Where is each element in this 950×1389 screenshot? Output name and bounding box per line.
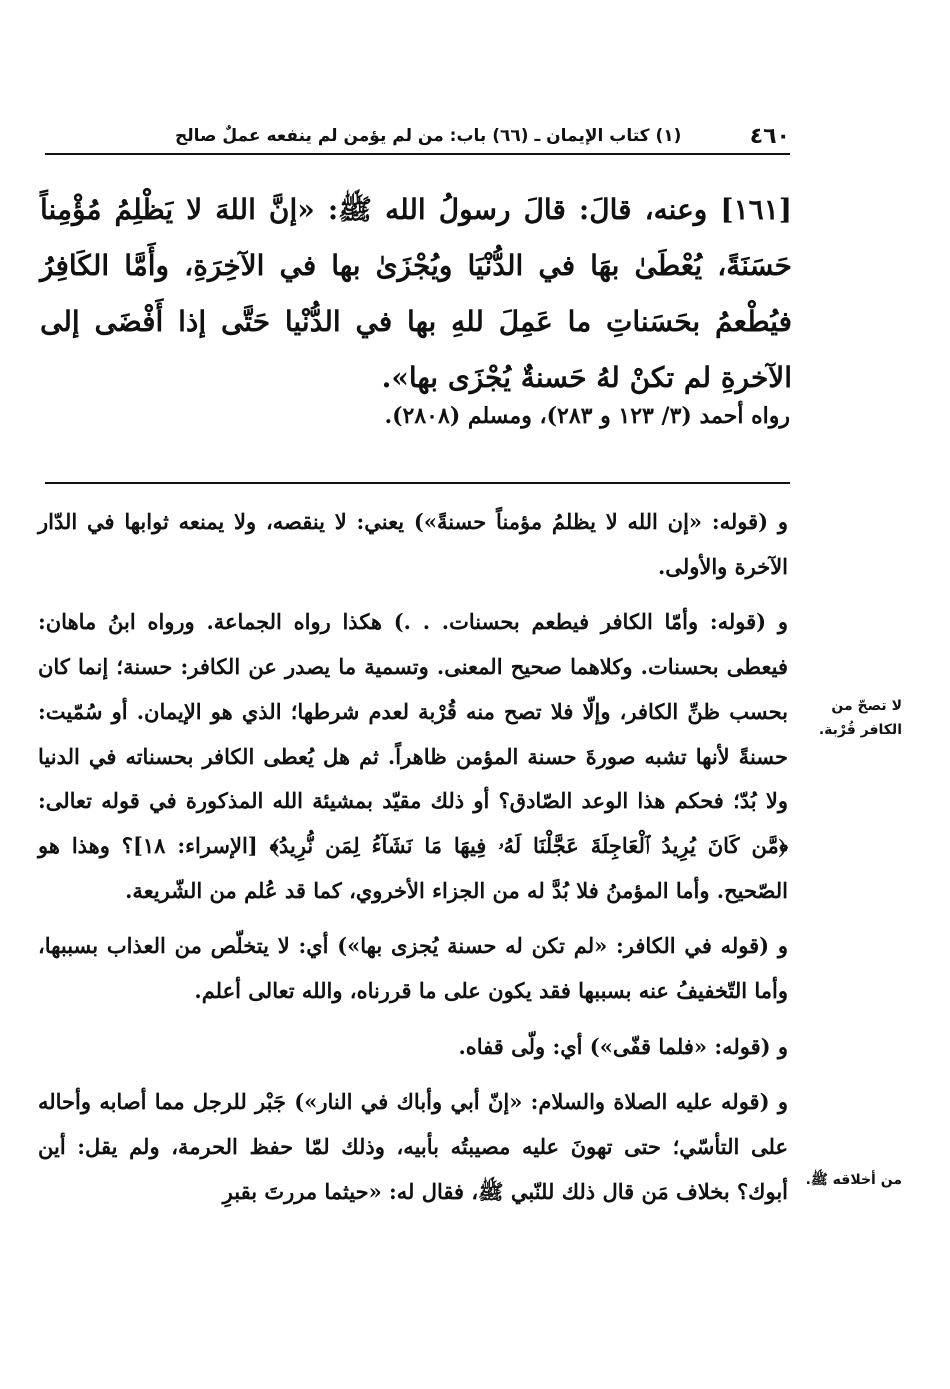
commentary-paragraph: و (قوله: «إن الله لا يظلمُ مؤمناً حسنةً») يعني: لا ينقصه، ولا يمنعه ثوابها في الدّار الآخرة والأولى. [38,509,788,579]
commentary-separator [45,482,790,484]
hadith-text: [١٦١] وعنه، قالَ: قالَ رسولُ الله ﷺ: «إنَّ اللهَ لا يَظْلِمُ مُؤْمِناً حَسَنَةً، يُعْطَىٰ بهَا في الدُّنْيَا ويُجْزَىٰ بها في الآخِرَةِ، وأَمَّا الكَافِرُ فيُطْعمُ بحَسَناتِ ما عَمِلَ للهِ بها في الدُّنْيا حَتَّى إذا أَفْضَى إلى الآخرةِ لم تكنْ لهُ حَسنةٌ يُجْزَى بها». [40,193,792,394]
hadith-citation: رواه أحمد (٣/ ١٢٣ و ٢٨٣)، ومسلم (٢٨٠٨). [384,403,790,429]
margin-note: من أخلاقه ﷺ. [805,1172,902,1188]
commentary-paragraph: و (قوله عليه الصلاة والسلام: «إنّ أبي وأباك في النار») جَبْر للرجل مما أصابه وأحاله على التأسّي؛ حتى تهونَ عليه مصيبتُه بأبيه، وذلك لمّا حفظ الحرمة، ولم يقل: أين أبوك؟ بخلاف مَن قال ذلك للنّبي ﷺ، فقال له: «حيثما مررتَ بقبرِ [38,1089,788,1204]
running-head: (١) كتاب الإيمان ـ (٦٦) باب: من لم يؤمن لم ينفعه عملٌ صالح [175,126,682,146]
commentary-paragraph: و (قوله: وأمّا الكافر فيطعم بحسنات. . .) هكذا رواه الجماعة. ورواه ابنُ ماهان: فيعطى بحسنات. وكلاهما صحيح المعنى. وتسمية ما يصدر عن الكافر: حسنة؛ إنما كان بحسب ظنِّ الكافر، وإلّا فلا تصح منه قُرْبة لعدم شرطها؛ الذي هو الإيمان. أو سُمّيت: حسنةً لأنها تشبه صورةَ حسنة المؤمن ظاهراً. ثم هل يُعطى الكافر بحسناته في الدنيا ولا بُدّ؛ فحكم هذا الوعد الصّادق؟ أو ذلك مقيّد بمشيئة الله المذكورة في قوله تعالى: ﴿مَّن كَانَ يُرِيدُ ٱلْعَاجِلَةَ عَجَّلْنَا لَهُۥ فِيهَا مَا نَشَآءُ لِمَن نُّرِيدُ﴾ [الإسراء: ١٨]؟ وهذا هو الصّحيح. وأما المؤمنُ فلا بُدَّ له من الجزاء الأخروي، كما قد عُلم من الشّريعة. [38,609,789,903]
commentary-paragraph: و (قوله: «فلما قفّى») أي: ولّى قفاه. [458,1033,788,1059]
commentary [38,500,788,1226]
margin-note: لا تصحّ من الكافر قُرْبة. [818,698,902,738]
page-number: ٤٦٠ [749,124,790,149]
page-header [45,120,790,150]
header-rule [45,153,790,155]
commentary-paragraph: و (قوله في الكافر: «لم تكن له حسنة يُجزى بها») أي: لا يتخلّص من العذاب بسببها، وأما التّخفيفُ عنه بسببها فقد يكون على ما قررناه، والله تعالى أعلم. [38,933,788,1004]
